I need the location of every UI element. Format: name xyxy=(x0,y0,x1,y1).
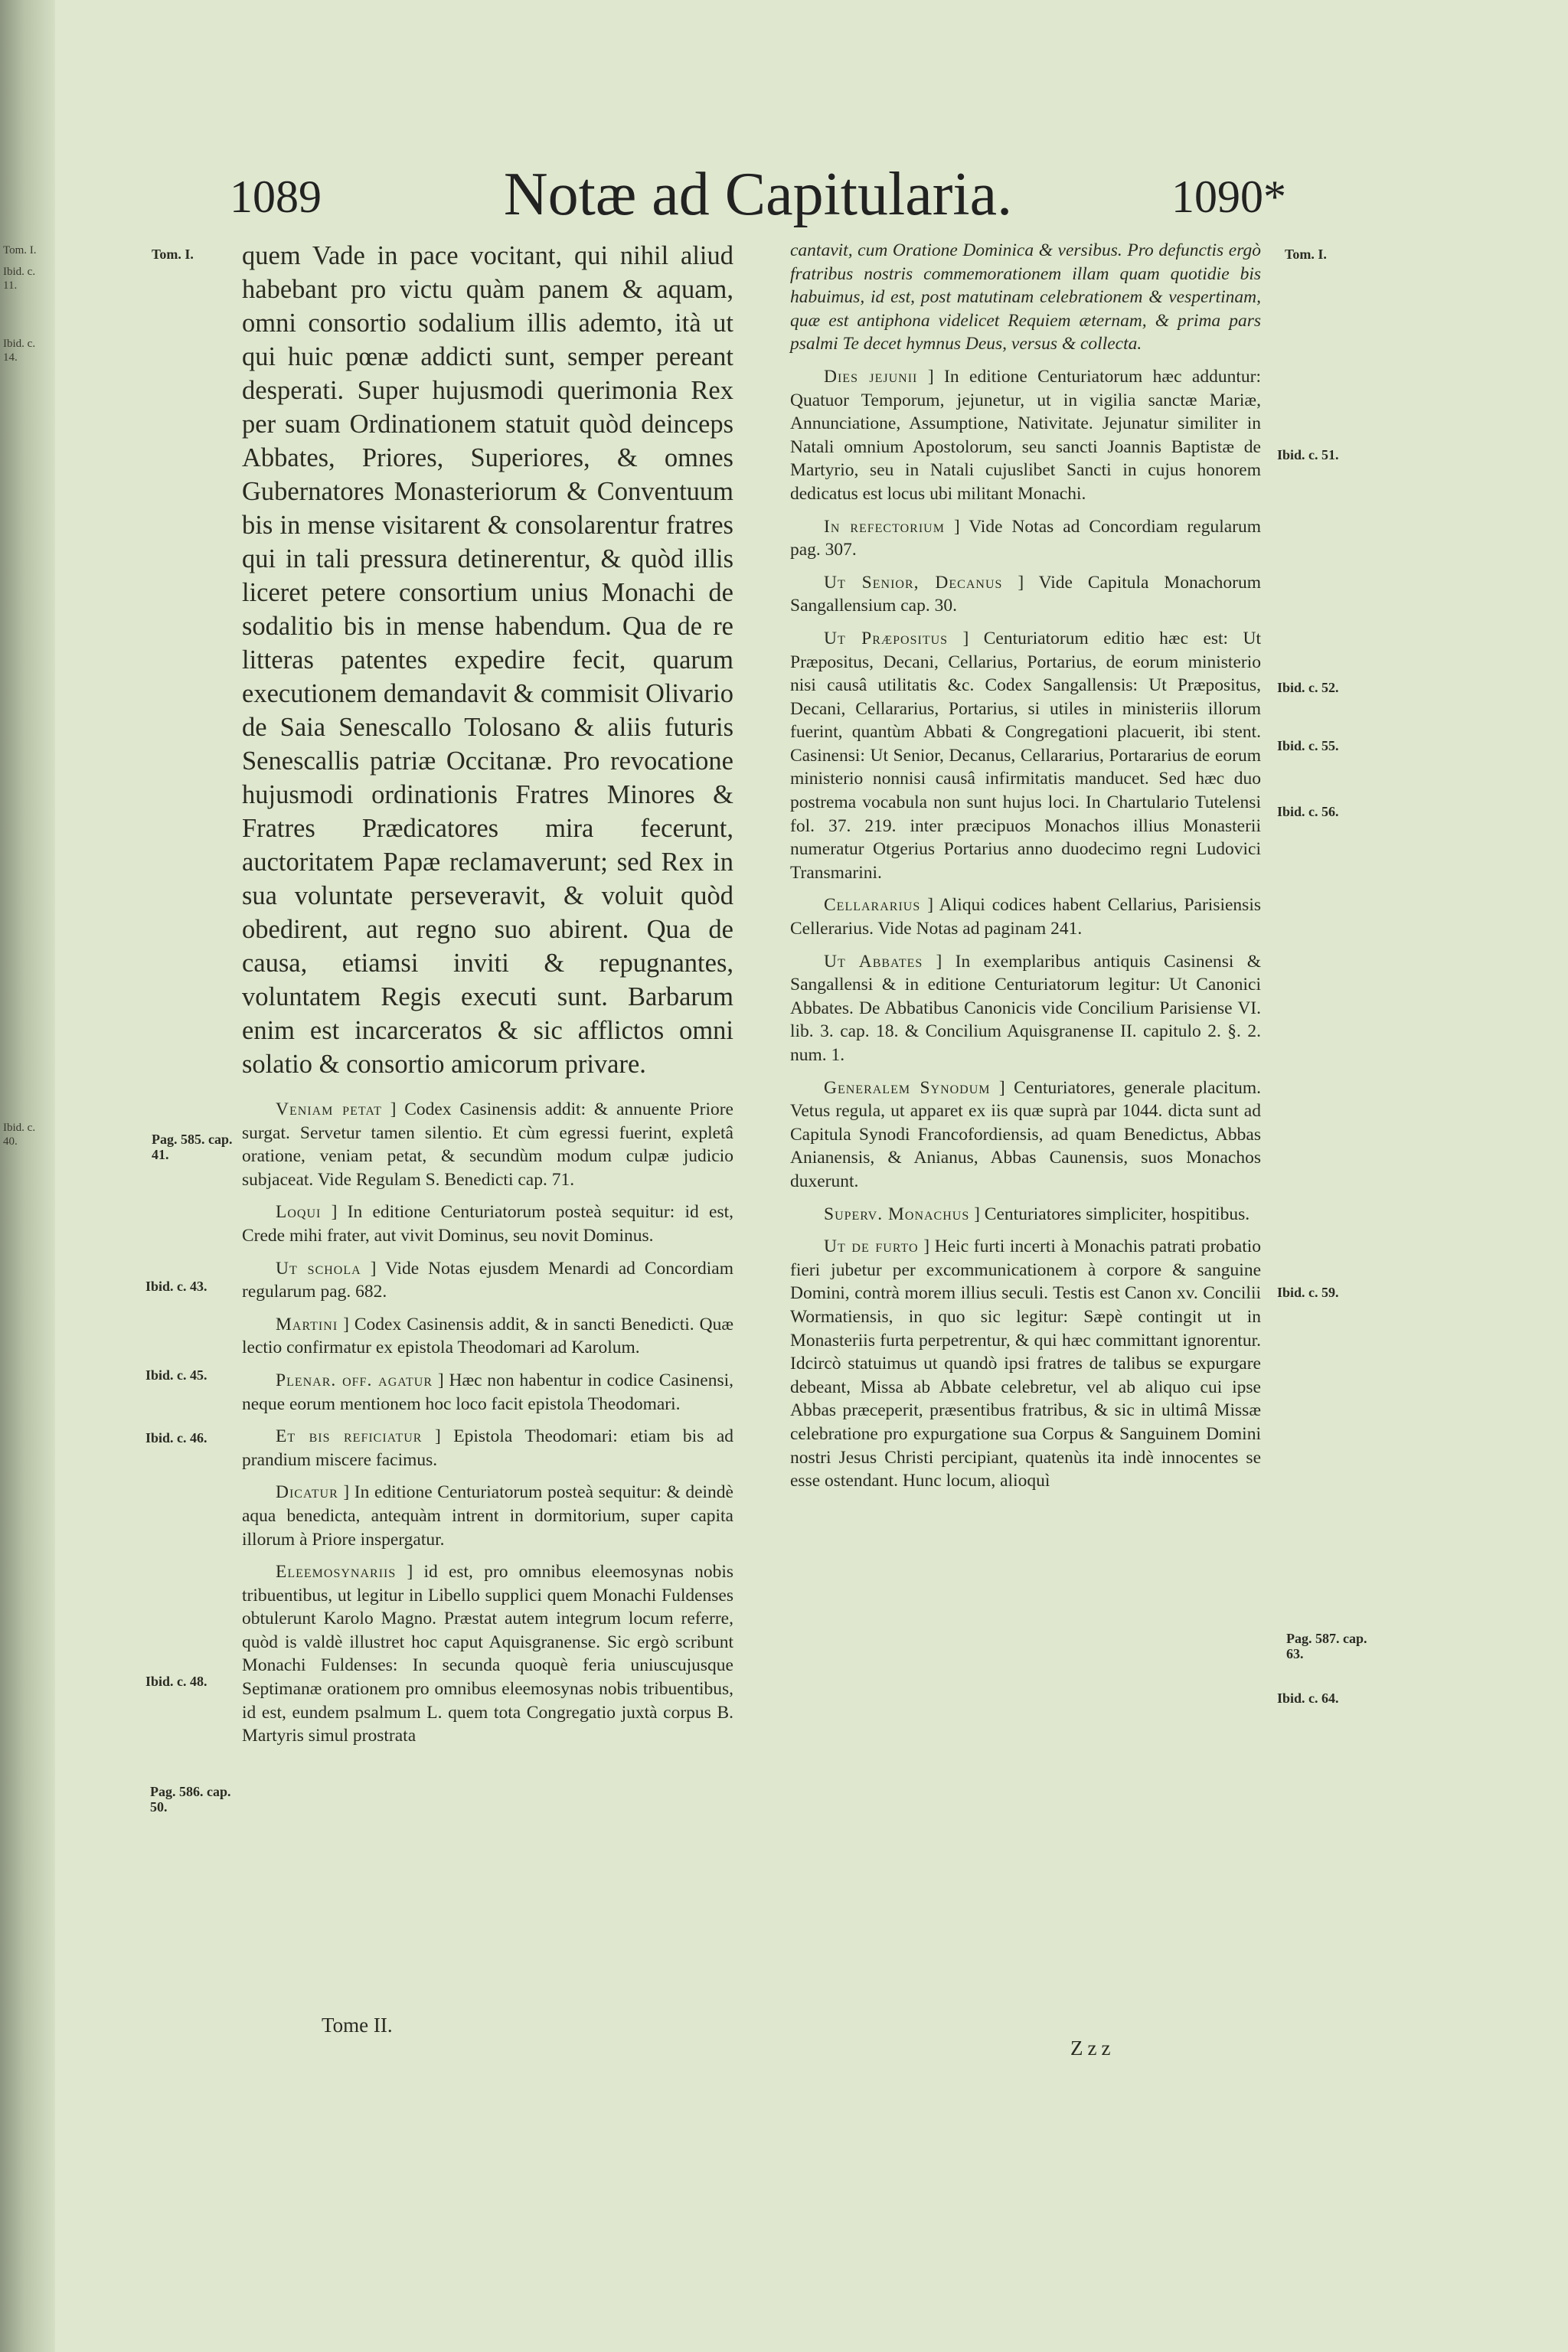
continuation-text: cantavit, cum Oratione Dominica & versibus. Pro defunctis ergò fratribus nostris commemorationem illam quam quotidie bis habuimus, id est, post matutinam celebrationem & vespertinam, quæ est antiphona videlicet Requiem æternam, & prima pars psalmi Te decet hymnus Deus, versus & collecta. xyxy=(790,240,1261,354)
margin-note: Ibid. c. 64. xyxy=(1277,1690,1339,1706)
page-number-right: 1090* xyxy=(1171,172,1286,222)
note-lemma: Ut Præpositus xyxy=(824,628,949,648)
note-lemma: Martini xyxy=(276,1314,338,1334)
gutter-note: Ibid. c. 40. xyxy=(3,1122,36,1148)
note-text: ] Codex Casinensis addit: & annuente Priore surgat. Servetur tamen silentio. Et cùm egressi fuerint, expletâ oratione, veniam petat, & secundùm modum culpæ judicio subjaceat. Vide Regulam S. Benedicti cap. 71. xyxy=(242,1099,733,1190)
note-text: ] Centuriatorum editio hæc est: Ut Præpositus, Decani, Cellarius, Portarius, de eorum ministerio nisi causâ utilitatis &c. Codex Sangallensis: Ut Præpositus, Decani, Cellararius, Portarius, si utiles in ministeriis illorum fuerint, quantùm Abbati & Congregationi placuerit, ibi stent. Casinensi: Ut Senior, Decanus, Cellararius, Portararius de eorum ministerio nonnisi causâ infirmitatis manducet. Sed hæc duo postrema vocabula non sunt hujus loci. In Chartulario Tutelensi fol. 37. 219. inter præcipuos Monachos illius Monasterii numeratur Otgerius Portarius anno duodecimo regni Ludovici Transmarini. xyxy=(790,628,1262,883)
note-text: ] id est, pro omnibus eleemosynas nobis tribuentibus, ut legitur in Libello supplici quem Monachi Fuldenses obtulerunt Karolo Magno. Præstat autem integrum locum referre, quòd is valdè illustret hoc caput Aquisgranense. Sic ergò scribunt Monachi Fuldenses: In secunda quoquè feria uniuscujusque Septimanæ orationem pro omnibus eleemosynas nobis tribuentibus, id est, eundem psalmum L. quem tota Congregatio juxtà corpus B. Martyris simul prostrata xyxy=(242,1562,734,1746)
note-lemma: Plenar. off. agatur xyxy=(276,1370,433,1390)
note-entry xyxy=(790,571,1261,618)
note-text: ] Aliqui codices habent Cellarius, Parisiensis Cellerarius. Vide Notas ad paginam 241. xyxy=(790,895,1261,939)
note-entry xyxy=(242,1313,733,1360)
left-column xyxy=(242,239,733,1757)
margin-note: Ibid. c. 51. xyxy=(1277,447,1339,462)
note-entry xyxy=(242,1425,733,1472)
page-number-left: 1089 xyxy=(230,172,322,222)
note-text: ] Vide Notas ejusdem Menardi ad Concordiam regularum pag. 682. xyxy=(242,1258,733,1302)
note-text: ] Vide Notas ad Concordiam regularum pag. 307. xyxy=(790,516,1262,560)
note-text: ] Hæc non habentur in codice Casinensi, neque eorum mentionem hoc loco facit epistola Theodomari. xyxy=(242,1370,734,1414)
note-lemma: Dies jejunii xyxy=(824,366,918,387)
gutter-note: Ibid. c. 14. xyxy=(3,338,36,364)
note-entry xyxy=(790,950,1261,1067)
right-column xyxy=(790,239,1261,1502)
note-lemma: In refectorium xyxy=(824,516,945,537)
note-lemma: Eleemosynariis xyxy=(276,1562,397,1583)
note-entry xyxy=(790,893,1261,940)
gutter-note: Ibid. c. 11. xyxy=(3,266,36,292)
note-entry xyxy=(242,1200,733,1247)
margin-note: Ibid. c. 48. xyxy=(145,1674,207,1689)
note-entry xyxy=(790,627,1261,885)
main-text: quem Vade in pace vocitant, qui nihil aliud habebant pro victu quàm panem & aquam, omni consortio sodalium illis ademto, ità ut qui huic pœnæ addicti sunt, semper pereant desperati. Super hujusmodi querimonia Rex per suam Ordinationem statuit quòd deinceps Abbates, Priores, Superiores, & omnes Gubernatores Monasteriorum & Conventuum bis in mense visitarent & consolarentur fratres qui in tali pressura detinerentur, & quòd illis liceret petere consortium unius Monachi de sodalitio bis in mense habendum. Qua de re litteras patentes expedire fecit, quarum executionem demandavit & commisit Olivario de Saia Senescallo Tolosano & aliis futuris Senescallis patriæ Occitanæ. Pro revocatione hujusmodi ordinationis Fratres Minores & Fratres Prædicatores mira fecerunt, auctoritatem Papæ reclamaverunt; sed Rex in sua voluntate perseveravit, & voluit quòd obedirent, aut regno suo abirent. Qua de causa, etiamsi inviti & repugnantes, voluntatem Regis executi sunt. Barbarum enim est incarceratos & sic afflictos omni solatio & consortio amicorum privare. xyxy=(242,241,733,1079)
note-entry xyxy=(790,1235,1261,1493)
note-entry xyxy=(790,365,1261,506)
note-text: ] In editione Centuriatorum posteà sequitur: & deindè aqua benedicta, antequàm intrent in dormitorium, super capita illorum à Priore inspergatur. xyxy=(242,1482,733,1550)
note-entry xyxy=(242,1560,733,1748)
catchword: Zzz xyxy=(1070,2037,1116,2060)
note-text: ] In exemplaribus antiquis Casinensi & Sangallensi & in editione Centuriatorum legitur: Ut Canonici Abbates. De Abbatibus Canonicis vide Concilium Parisiense VI. lib. 3. cap. 18. & Concilium Aquisgranense II. capitulo 2. §. 2. num. 1. xyxy=(790,951,1261,1065)
note-lemma: Dicatur xyxy=(276,1482,338,1503)
note-entry xyxy=(242,1369,733,1416)
note-entry xyxy=(242,1481,733,1551)
margin-note: Ibid. c. 59. xyxy=(1277,1285,1339,1300)
margin-note: Tom. I. xyxy=(1285,247,1327,262)
running-title: Notæ ad Capitularia. xyxy=(503,161,1013,228)
note-entry xyxy=(242,1257,733,1304)
note-lemma: Generalem Synodum xyxy=(824,1077,991,1098)
note-lemma: Ut de furto xyxy=(824,1236,919,1257)
margin-note: Ibid. c. 46. xyxy=(145,1430,207,1446)
note-lemma: Veniam petat xyxy=(276,1099,382,1119)
note-lemma: Ut schola xyxy=(276,1258,361,1279)
note-lemma: Loqui xyxy=(276,1202,322,1223)
note-lemma: Et bis reficiatur xyxy=(276,1426,423,1447)
note-lemma: Ut Abbates xyxy=(824,951,923,972)
note-lemma: Cellararius xyxy=(824,895,921,916)
gutter-note: Tom. I. xyxy=(3,244,37,256)
note-entry xyxy=(790,1203,1261,1227)
margin-note: Ibid. c. 45. xyxy=(145,1367,207,1383)
margin-note: Pag. 587. cap. 63. xyxy=(1286,1631,1367,1661)
note-text: ] Centuriatores simpliciter, hospitibus. xyxy=(974,1204,1250,1224)
margin-note: Pag. 586. cap. 50. xyxy=(150,1784,231,1815)
margin-note: Ibid. c. 43. xyxy=(145,1279,207,1294)
note-text: ] Heic furti incerti à Monachis patrati probatio fieri jubetur per excommunicationem à corpore & sanguine Domini, contrà morem illius seculi. Testis est Canon xv. Concilii Wormatiensis, in quo sic legitur: Sæpè contingit ut in Monasteriis furta perpetrentur, & qui hæc committant ignorentur. Idcircò statuimus ut quandò ipsi fratres de talibus se expurgare debeant, Missa ab Abbate celebretur, vel ab aliquo cui ipse Abbas præceperit, præsentibus fratribus, & sic in ultimâ Missæ celebratione pro expurgatione sua Corpus & Sanguinem Domini nostri Jesus Christi percipiant, quatenùs ita indè innocentes se esse ostendant. Hunc locum, alioquì xyxy=(790,1236,1262,1491)
note-lemma: Superv. Monachus xyxy=(824,1204,970,1224)
note-text: ] Codex Casinensis addit, & in sancti Benedicti. Quæ lectio confirmatur ex epistola Theodomari ad Karolum. xyxy=(242,1314,733,1358)
margin-note: Ibid. c. 55. xyxy=(1277,738,1339,753)
margin-note: Tom. I. xyxy=(152,247,194,262)
page-header xyxy=(230,161,1286,231)
note-entry xyxy=(242,1098,733,1191)
note-text: ] In editione Centuriatorum posteà sequitur: id est, Crede mihi frater, aut vivit Dominus, seu novit Dominus. xyxy=(242,1202,734,1246)
note-text: ] Centuriatores, generale placitum. Vetus regula, ut apparet ex iis quæ suprà par 1044. dicta sunt ad Capitula Synodi Francofordiensis, ad quam Benedictus, Abbas Anianensis, & Anianus, Abbas Caunensis, suos Monachos duxerunt. xyxy=(790,1077,1261,1191)
signature-mark: Tome II. xyxy=(322,2014,393,2037)
note-entry xyxy=(790,515,1261,562)
note-entry xyxy=(790,1076,1261,1194)
note-text: ] Vide Capitula Monachorum Sangallensium cap. 30. xyxy=(790,572,1261,616)
margin-note: Ibid. c. 52. xyxy=(1277,680,1339,695)
note-text: ] In editione Centuriatorum hæc adduntur: Quatuor Temporum, jejunetur, ut in vigilia sanctæ Mariæ, Annunciatione, Assumptione, Nativitate. Jejunatur similiter in Natali omnium Apostolorum, seu sancti Joannis Baptistæ de Martyrio, seu in Natali cujuslibet Sancti in cujus honorem dedicatus est locus ubi militant Monachi. xyxy=(790,366,1261,504)
note-lemma: Ut Senior, Decanus xyxy=(824,572,1003,593)
margin-note: Pag. 585. cap. 41. xyxy=(152,1132,233,1162)
margin-note: Ibid. c. 56. xyxy=(1277,804,1339,819)
note-text: ] Epistola Theodomari: etiam bis ad prandium miscere facimus. xyxy=(242,1426,734,1470)
